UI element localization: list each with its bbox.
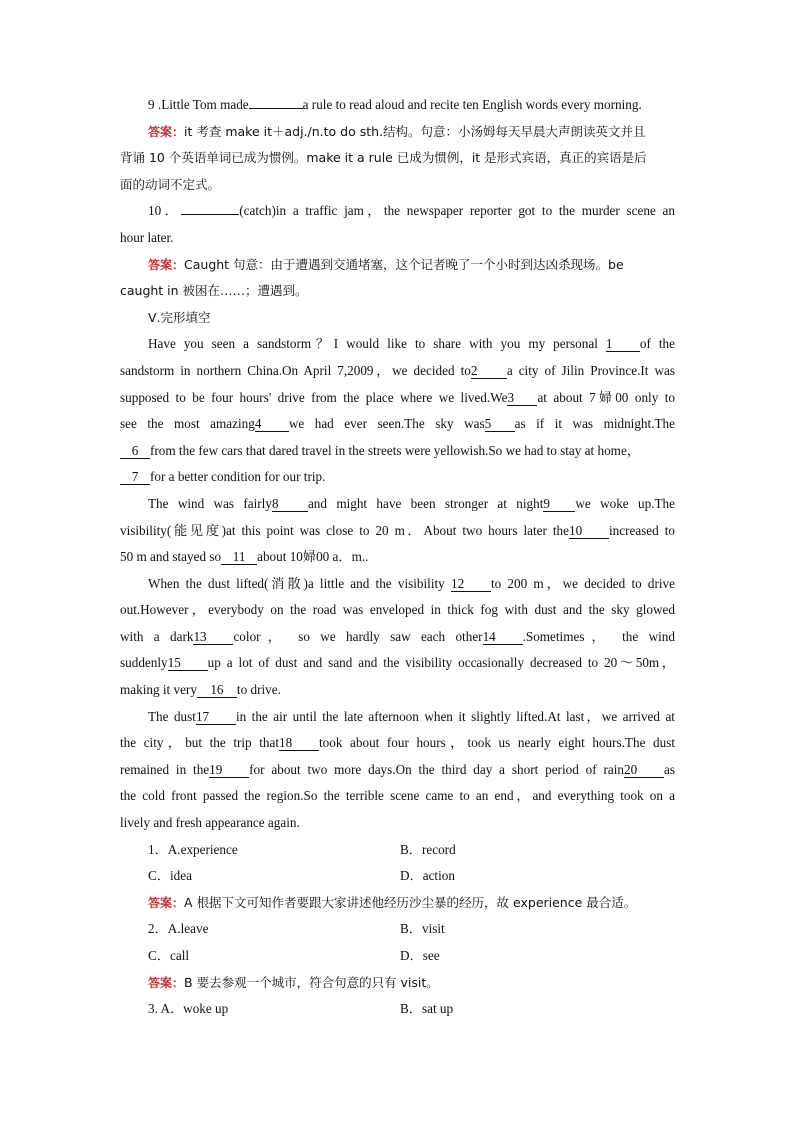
blank-8: 8 <box>272 497 308 512</box>
blank-1: 1 <box>606 337 640 352</box>
passage-line: lively and fresh appearance again. <box>120 815 300 831</box>
section-heading: Ⅴ.完形填空 <box>148 309 211 325</box>
blank-11: 11 <box>221 550 257 565</box>
option-a: 2．A.leave <box>148 921 209 937</box>
passage-line: 7 for a better condition for our trip. <box>120 464 675 491</box>
question-9-stem-end: a rule to read aloud and recite ten English words every morning. <box>302 97 642 112</box>
option-b: B．record <box>400 841 456 857</box>
blank-4: 4 <box>255 417 289 432</box>
blank-10: 10 <box>569 524 609 539</box>
option-b: B．visit <box>400 921 445 937</box>
blank-9: 9 <box>543 497 575 512</box>
option-d: D．action <box>400 868 455 884</box>
blank-5: 5 <box>485 417 515 432</box>
blank-15: 15 <box>168 656 208 671</box>
option-c: C．idea <box>148 868 192 884</box>
passage-line: visibility(能见度)at this point was close to 20 m．About two hours later the10 increased to <box>120 522 675 538</box>
option-d: D．see <box>400 948 440 963</box>
passage-line: When the dust lifted(消散)a little and the visibility 12 to 200 m，we decided to drive <box>148 575 675 591</box>
passage-line: supposed to be four hours' drive from the place where we lived.We3 at about 7婦00 only to <box>120 389 675 405</box>
option-row <box>120 916 675 943</box>
passage-line: with a dark13 color， so we hardly saw each other14 .Sometimes， the wind <box>120 628 675 644</box>
passage-line: the cold front passed the region.So the terrible scene came to an end，and everything took on a <box>120 788 675 804</box>
answer-9-text: it 考查 make it＋adj./n.to do sth.结构。句意：小汤姆每天早晨大声朗读英文并且 <box>184 123 646 139</box>
answer-10-line2: caught in 被困在……；遭遇到。 <box>120 283 308 299</box>
blank-17: 17 <box>196 710 236 725</box>
option-row <box>120 837 675 864</box>
option-b: B．sat up <box>400 1001 454 1017</box>
answer-label: 答案： <box>148 257 185 272</box>
answer-9-line3: 面的动词不定式。 <box>120 176 221 192</box>
blank-12: 12 <box>451 577 491 592</box>
blank <box>181 214 239 215</box>
blank-16: 16 <box>197 683 237 698</box>
passage-line: The dust17 in the air until the late afternoon when it slightly lifted.At last，we arrived at <box>148 708 675 724</box>
passage-line: the city，but the trip that18 took about four hours，took us nearly eight hours.The dust <box>120 735 675 751</box>
option-row <box>120 996 675 1023</box>
question-10 <box>120 198 675 225</box>
question-9 <box>120 92 675 119</box>
question-10-stem: (catch)in a traffic jam，the newspaper reporter got to the murder scene an <box>239 203 675 219</box>
option-a: 3. A．woke up <box>148 1001 229 1017</box>
passage-line: see the most amazing4 we had ever seen.The sky was5 as if it was midnight.The <box>120 416 675 432</box>
answer-label: 答案： <box>148 975 185 990</box>
blank <box>249 108 303 109</box>
passage-line: The wind was fairly8 and might have been stronger at night9 we woke up.The <box>148 495 675 511</box>
answer-label: 答案： <box>148 124 185 139</box>
answer-9-line1 <box>120 119 675 146</box>
passage-line: sandstorm in northern China.On April 7,2009，we decided to2 a city of Jilin Province.It was <box>120 362 675 378</box>
passage-line: remained in the19 for about two more days.On the third day a short period of rain20 as <box>120 761 675 777</box>
option-a: 1．A.experience <box>148 841 238 857</box>
passage-line: out.However，everybody on the road was enveloped in thick fog with dust and the sky glowed <box>120 602 675 618</box>
blank-19: 19 <box>209 763 249 778</box>
answer-item-1: 答案：A 根据下文可知作者要跟大家讲述他经历沙尘暴的经历，故 experience 最合适。 <box>148 894 637 910</box>
blank-13: 13 <box>193 630 233 645</box>
option-row <box>120 943 675 970</box>
answer-label: 答案： <box>148 895 185 910</box>
passage-line: 6 from the few cars that dared travel in the streets were yellowish.So we had to stay at home， <box>120 438 675 465</box>
question-10-line2: hour later. <box>120 229 174 245</box>
blank-14: 14 <box>483 630 523 645</box>
passage-line: making it very 16 to drive. <box>120 682 281 698</box>
passage-line: suddenly15 up a lot of dust and sand and the visibility occasionally decreased to 20～50m， <box>120 655 675 671</box>
passage-line: Have you seen a sandstorm？I would like to share with you my personal 1 of the <box>148 336 675 352</box>
blank-7: 7 <box>120 470 150 485</box>
question-10-number: 10． <box>148 203 182 219</box>
blank-18: 18 <box>279 736 319 751</box>
answer-10-text: Caught 句意：由于遭遇到交通堵塞，这个记者晚了一个小时到达凶杀现场。be <box>184 256 624 272</box>
answer-10-line1 <box>120 252 675 279</box>
passage-line: 50 m and stayed so 11 about 10婦00 a．m.. <box>120 549 369 565</box>
question-9-stem-start: 9 .Little Tom made <box>148 97 249 112</box>
blank-20: 20 <box>624 763 664 778</box>
document-page <box>120 92 675 1023</box>
answer-item-2: 答案：B 要去参观一个城市，符合句意的只有 visit。 <box>148 974 439 990</box>
answer-9-line2: 背诵 10 个英语单词已成为惯例。make it a rule 已成为惯例，it 是形式宾语，真正的宾语是后 <box>120 150 647 166</box>
blank-2: 2 <box>471 364 507 379</box>
option-c: C．call <box>148 948 190 963</box>
blank-3: 3 <box>507 391 537 406</box>
option-row <box>120 863 675 890</box>
blank-6: 6 <box>120 444 150 459</box>
